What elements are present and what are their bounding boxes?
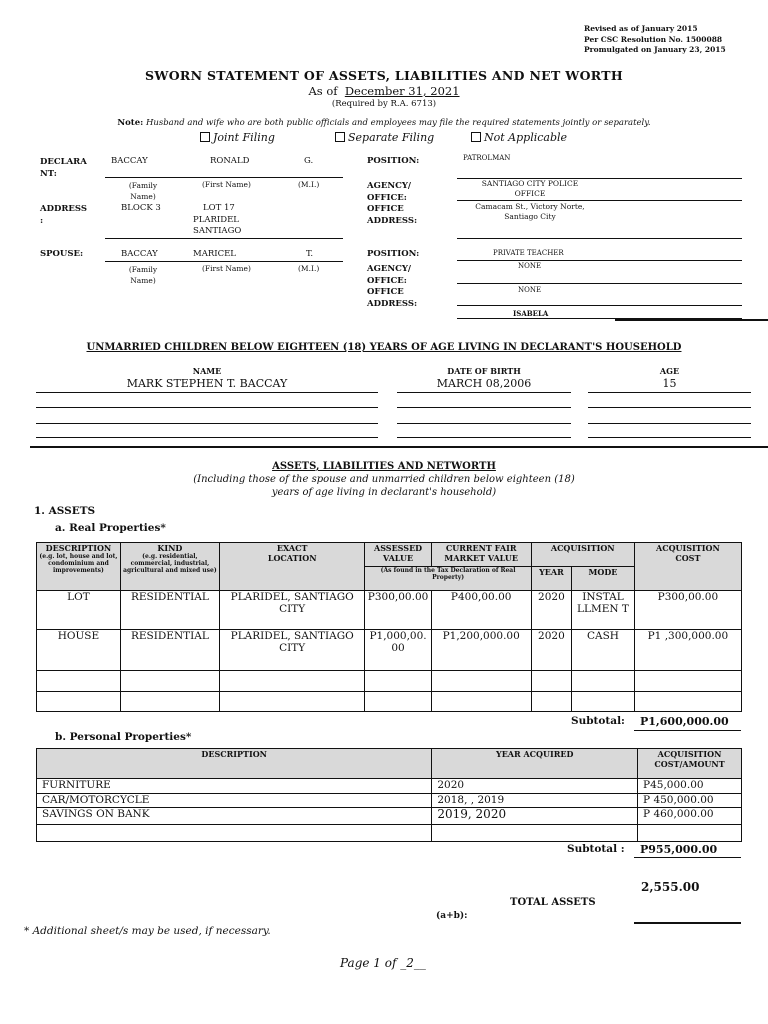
spouse-first-name: MARICEL bbox=[193, 249, 236, 259]
address-lot bbox=[193, 203, 241, 238]
office-address-line: Camacam St., Victory Norte, bbox=[475, 202, 585, 211]
page-number bbox=[340, 956, 426, 970]
filing-note bbox=[0, 118, 768, 128]
spouse-province: ISABELA bbox=[513, 309, 549, 318]
real-location-cell: PLARIDEL, SANTIAGO CITY bbox=[219, 630, 365, 671]
separate-filing-option[interactable] bbox=[335, 131, 434, 144]
header-label: ACQUISITION bbox=[656, 543, 720, 553]
children-row-line bbox=[397, 392, 571, 393]
declarant-family-name: BACCAY bbox=[111, 156, 148, 166]
real-desc-header bbox=[37, 543, 121, 591]
personal-properties-table bbox=[36, 748, 742, 842]
revision-line: Revised as of January 2015 bbox=[584, 24, 698, 33]
declarant-agency bbox=[470, 179, 590, 199]
spouse-office-address-label-line: OFFICE bbox=[367, 287, 404, 297]
declarant-name-line bbox=[105, 177, 343, 178]
separate-filing-checkbox[interactable] bbox=[335, 132, 345, 142]
real-kind-cell: RESIDENTIAL bbox=[120, 591, 219, 630]
agency-label-line: AGENCY/ bbox=[367, 181, 412, 191]
table-row bbox=[37, 825, 742, 842]
header-label: EXACT bbox=[276, 543, 308, 553]
real-kind-header bbox=[120, 543, 219, 591]
real-subtotal-value: P1,600,000.00 bbox=[640, 715, 729, 728]
children-section-title: UNMARRIED CHILDREN BELOW EIGHTEEN (18) YEARS OF AGE LIVING IN DECLARANT'S HOUSEHOLD bbox=[86, 342, 682, 353]
total-assets-formula: (a+b): bbox=[436, 911, 468, 921]
header-label: COST/AMOUNT bbox=[654, 759, 725, 769]
declarant-first-name: RONALD bbox=[210, 156, 250, 166]
personal-desc-cell: CAR/MOTORCYCLE bbox=[37, 794, 432, 808]
real-fmv-cell: P400,00.00 bbox=[431, 591, 531, 630]
real-assessed-header bbox=[365, 543, 431, 567]
caption-line: Name) bbox=[130, 192, 156, 201]
spouse-position: PRIVATE TEACHER bbox=[493, 249, 564, 257]
personal-desc-header: DESCRIPTION bbox=[37, 749, 432, 779]
header-label: ASSESSED bbox=[374, 543, 423, 553]
spouse-position-label: POSITION: bbox=[367, 249, 420, 259]
real-properties-table bbox=[36, 542, 742, 712]
real-location-header bbox=[219, 543, 365, 591]
personal-subtotal-rule bbox=[634, 857, 741, 858]
note-label: Note: bbox=[117, 118, 144, 128]
children-row-line bbox=[397, 423, 571, 424]
address-block: BLOCK 3 bbox=[121, 203, 161, 213]
position-label: POSITION: bbox=[367, 156, 420, 166]
table-row bbox=[37, 630, 742, 671]
header-sub: (e.g. lot, house and lot, condominium and improvements) bbox=[39, 553, 118, 574]
header-label: ACQUISITION bbox=[657, 749, 722, 759]
real-fmv-header bbox=[431, 543, 531, 567]
real-cost-header bbox=[634, 543, 741, 591]
children-row-line bbox=[397, 407, 571, 408]
address-line: LOT 17 bbox=[203, 203, 235, 213]
tax-declaration-note bbox=[365, 567, 531, 591]
table-row bbox=[37, 591, 742, 630]
header-label: DESCRIPTION bbox=[45, 543, 112, 553]
office-address-rule bbox=[457, 238, 742, 239]
declarant-office-address bbox=[465, 202, 595, 222]
real-mode-cell: INSTAL LLMEN T bbox=[572, 591, 635, 630]
table-row bbox=[37, 692, 742, 712]
spouse-first-caption: (First Name) bbox=[202, 264, 251, 273]
real-year-header: YEAR bbox=[531, 567, 571, 591]
address-line: SANTIAGO bbox=[193, 226, 242, 236]
revision-note bbox=[584, 24, 734, 56]
header-label: KIND bbox=[157, 543, 183, 553]
children-row-line bbox=[36, 407, 378, 408]
real-desc-cell: LOT bbox=[37, 591, 121, 630]
header-label: LOCATION bbox=[267, 553, 317, 563]
real-properties-heading: a. Real Properties* bbox=[55, 522, 166, 534]
caption-line: Name) bbox=[130, 276, 156, 285]
real-assessed-cell: P300,00.00 bbox=[365, 591, 431, 630]
children-dob-header: DATE OF BIRTH bbox=[447, 366, 521, 376]
header-label: CURRENT FAIR bbox=[445, 543, 517, 553]
agency-line: SANTIAGO CITY POLICE bbox=[481, 179, 579, 188]
spouse-mi: T. bbox=[306, 249, 314, 259]
personal-cost-cell: P 460,000.00 bbox=[638, 808, 742, 825]
table-row bbox=[37, 794, 742, 808]
real-subtotal-rule bbox=[634, 730, 741, 731]
real-assessed-cell: P1,000,00. 00 bbox=[365, 630, 431, 671]
agency-label bbox=[367, 180, 411, 204]
spouse-position-line bbox=[457, 260, 742, 261]
children-row-line bbox=[588, 423, 751, 424]
child-age: 15 bbox=[662, 377, 677, 390]
spouse-family-caption bbox=[118, 264, 168, 286]
real-cost-cell: P300,00.00 bbox=[634, 591, 741, 630]
footnote: * Additional sheet/s may be used, if necessary. bbox=[24, 925, 271, 937]
spouse-mi-caption: (M.I.) bbox=[298, 264, 320, 273]
personal-subtotal-value: P955,000.00 bbox=[640, 843, 718, 856]
personal-properties-heading: b. Personal Properties* bbox=[55, 731, 192, 743]
personal-year-cell: 2018, , 2019 bbox=[432, 794, 638, 808]
total-assets-value: 2,555.00 bbox=[641, 880, 700, 894]
header-sub: (e.g. residential, commercial, industrial, agricultural and mixed use) bbox=[123, 553, 217, 574]
agency-label-line: OFFICE: bbox=[367, 193, 407, 203]
personal-year-cell: 2019, 2020 bbox=[432, 808, 638, 825]
children-row-line bbox=[36, 437, 378, 438]
header-label: MARKET VALUE bbox=[444, 553, 518, 563]
document-title: SWORN STATEMENT OF ASSETS, LIABILITIES AND NET WORTH bbox=[145, 68, 623, 83]
personal-desc-cell: SAVINGS ON BANK bbox=[37, 808, 432, 825]
personal-desc-cell: FURNITURE bbox=[37, 779, 432, 794]
personal-cost-cell: P 450,000.00 bbox=[638, 794, 742, 808]
mi-caption: (M.I.) bbox=[298, 180, 320, 189]
personal-cost-header bbox=[638, 749, 742, 779]
spouse-office-address-label bbox=[367, 286, 417, 310]
agency-line-rule bbox=[457, 200, 742, 201]
spouse-office-address: NONE bbox=[518, 286, 542, 294]
spouse-agency-label-line: OFFICE: bbox=[367, 276, 407, 286]
spouse-office-address-label-line: ADDRESS: bbox=[367, 299, 418, 309]
header-label: VALUE bbox=[383, 553, 414, 563]
assets-heading: 1. ASSETS bbox=[34, 505, 96, 517]
declarant-mi: G. bbox=[304, 156, 314, 166]
children-row-line bbox=[397, 437, 571, 438]
child-name: MARK STEPHEN T. BACCAY bbox=[126, 377, 288, 390]
declarant-label-line: DECLARA bbox=[40, 157, 87, 167]
first-name-caption: (First Name) bbox=[202, 180, 251, 189]
declarant-label-line: NT: bbox=[40, 169, 57, 179]
total-assets-label: TOTAL ASSETS bbox=[510, 897, 596, 908]
alnw-subtitle: (Including those of the spouse and unmarried children below eighteen (18) bbox=[193, 474, 575, 485]
address-line-rule bbox=[105, 238, 343, 239]
not-applicable-option[interactable] bbox=[471, 131, 567, 144]
separate-filing-label: Separate Filing bbox=[348, 131, 435, 144]
personal-subtotal-label: Subtotal : bbox=[567, 843, 625, 855]
joint-filing-checkbox[interactable] bbox=[200, 132, 210, 142]
not-applicable-checkbox[interactable] bbox=[471, 132, 481, 142]
note-text: Husband and wife who are both public officials and employees may file the required statements jointly or separately. bbox=[145, 118, 651, 128]
page-prefix: Page 1 of bbox=[340, 956, 401, 970]
personal-year-header: YEAR ACQUIRED bbox=[432, 749, 638, 779]
real-year-cell: 2020 bbox=[531, 630, 571, 671]
children-row-line bbox=[588, 437, 751, 438]
table-row bbox=[37, 671, 742, 692]
real-fmv-cell: P1,200,000.00 bbox=[431, 630, 531, 671]
children-name-header: NAME bbox=[192, 366, 222, 376]
real-subtotal-label: Subtotal: bbox=[571, 715, 625, 727]
as-of-label: As of bbox=[308, 84, 338, 98]
table-row bbox=[37, 808, 742, 825]
real-acquisition-header: ACQUISITION bbox=[531, 543, 634, 567]
address-label-line: ADDRESS bbox=[40, 204, 87, 214]
spouse-agency-label-line: AGENCY/ bbox=[367, 264, 412, 274]
spouse-label: SPOUSE: bbox=[40, 249, 84, 259]
real-mode-header: MODE bbox=[572, 567, 635, 591]
not-applicable-label: Not Applicable bbox=[484, 131, 568, 144]
spouse-agency-line bbox=[457, 283, 742, 284]
as-of-date: December 31, 2021 bbox=[344, 84, 460, 98]
total-assets-rule bbox=[634, 922, 741, 924]
children-row-line bbox=[588, 392, 751, 393]
real-kind-cell: RESIDENTIAL bbox=[120, 630, 219, 671]
spouse-family-name: BACCAY bbox=[121, 249, 158, 259]
declarant-label bbox=[40, 156, 87, 180]
caption-line: (Family bbox=[128, 265, 158, 274]
address-label-line: : bbox=[40, 216, 44, 226]
declarant-position: PATROLMAN bbox=[463, 154, 511, 162]
address-label bbox=[40, 203, 87, 227]
required-by: (Required by R.A. 6713) bbox=[331, 99, 437, 109]
real-year-cell: 2020 bbox=[531, 591, 571, 630]
header-sub: (As found in the Tax Declaration of Real Property) bbox=[380, 567, 516, 581]
office-address-label bbox=[367, 203, 417, 227]
spouse-office-line bbox=[457, 305, 742, 306]
alnw-subtitle: years of age living in declarant's household) bbox=[271, 487, 497, 498]
page-total: _2__ bbox=[400, 956, 426, 970]
office-address-label-line: ADDRESS: bbox=[367, 216, 418, 226]
alnw-title: ASSETS, LIABILITIES AND NETWORTH bbox=[272, 461, 496, 472]
children-age-header: AGE bbox=[659, 366, 680, 376]
office-address-line: Santiago City bbox=[504, 212, 556, 221]
real-mode-cell: CASH bbox=[572, 630, 635, 671]
family-name-caption bbox=[118, 180, 168, 202]
joint-filing-label: Joint Filing bbox=[213, 131, 275, 144]
children-row-line bbox=[36, 423, 378, 424]
address-line: PLARIDEL bbox=[193, 214, 239, 225]
promulgated-line: Promulgated on January 23, 2015 bbox=[584, 45, 726, 54]
spouse-extra-thick-line bbox=[615, 319, 768, 321]
resolution-line: Per CSC Resolution No. 1500088 bbox=[584, 34, 723, 44]
as-of-line bbox=[0, 84, 768, 98]
spouse-agency: NONE bbox=[518, 262, 542, 270]
office-address-label-line: OFFICE bbox=[367, 204, 404, 214]
real-location-cell: PLARIDEL, SANTIAGO CITY bbox=[219, 591, 365, 630]
header-label: COST bbox=[675, 553, 701, 563]
agency-line: OFFICE bbox=[514, 189, 546, 198]
children-row-line bbox=[588, 407, 751, 408]
child-dob: MARCH 08,2006 bbox=[436, 377, 532, 390]
personal-cost-cell: P45,000.00 bbox=[638, 779, 742, 794]
table-row bbox=[37, 779, 742, 794]
real-cost-cell: P1 ,300,000.00 bbox=[634, 630, 741, 671]
joint-filing-option[interactable] bbox=[200, 131, 275, 144]
children-section-bottom-rule bbox=[30, 446, 768, 448]
children-row-line bbox=[36, 392, 378, 393]
personal-year-cell: 2020 bbox=[432, 779, 638, 794]
real-desc-cell: HOUSE bbox=[37, 630, 121, 671]
spouse-agency-label bbox=[367, 263, 411, 287]
caption-line: (Family bbox=[128, 181, 158, 190]
spouse-name-line bbox=[105, 261, 343, 262]
